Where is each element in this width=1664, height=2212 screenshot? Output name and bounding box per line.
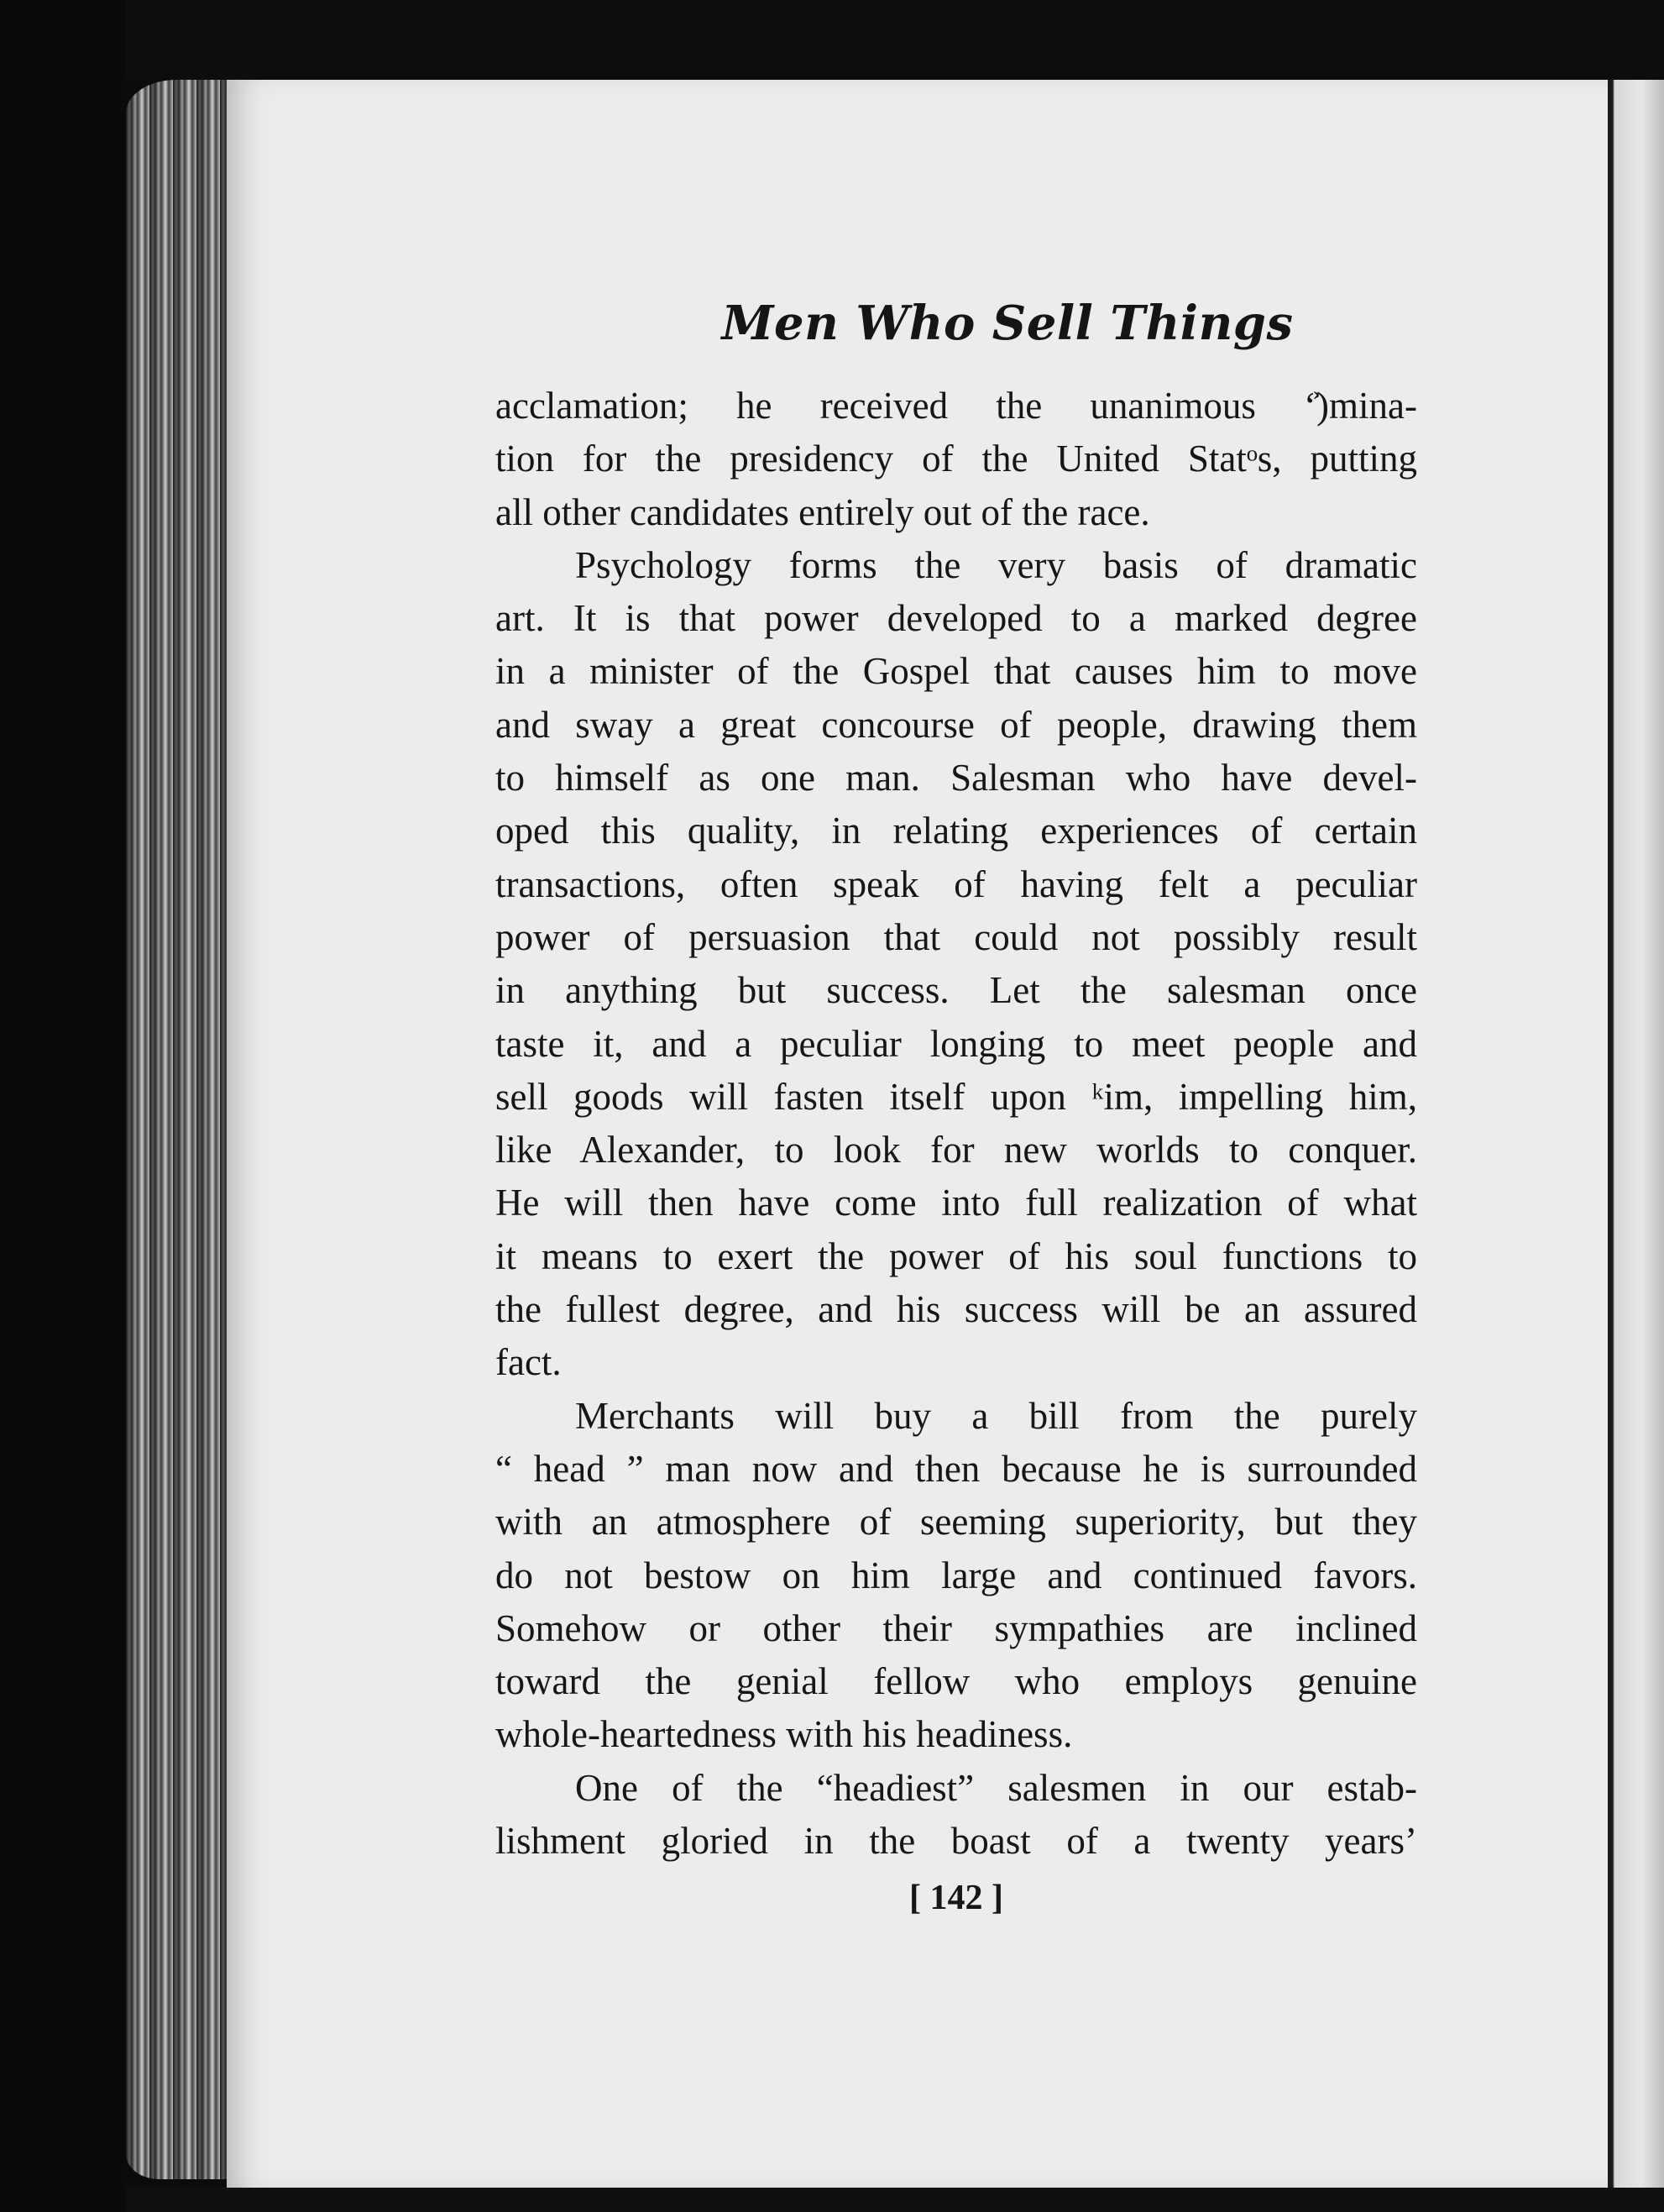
text-line: Somehow or other their sympathies are inclined (495, 1607, 1417, 1649)
text-line: One of the “headiest” salesmen in our estab- (575, 1766, 1417, 1809)
text-line: He will then have come into full realization of what (495, 1182, 1417, 1224)
text-line: all other candidates entirely out of the race. (495, 490, 1150, 533)
text-line: “ head ” man now and then because he is surrounded (495, 1447, 1417, 1490)
text-line: Psychology forms the very basis of dramatic (575, 543, 1417, 586)
text-line: in anything but success. Let the salesman once (495, 969, 1417, 1012)
page-number: [ 142 ] (909, 1879, 1003, 1917)
text-line: acclamation; he received the unanimous ʻ͐)mina- (495, 385, 1417, 427)
text-line: transactions, often speak of having felt a peculiar (495, 862, 1417, 905)
text-line: and sway a great concourse of people, drawing them (495, 703, 1417, 746)
text-line: with an atmosphere of seeming superiority, but they (495, 1501, 1417, 1544)
text-line: taste it, and a peculiar longing to meet people and (495, 1022, 1417, 1065)
body-text (495, 380, 1417, 1868)
text-line: tion for the presidency of the United Statᵒs, putting (495, 438, 1417, 480)
scan-border-bottom (126, 2188, 1664, 2212)
running-head: Men Who Sell Things (721, 296, 1294, 351)
scan-border-left (0, 0, 126, 2212)
text-line: Merchants will buy a bill from the purely (575, 1394, 1417, 1437)
text-line: toward the genial fellow who employs genuine (495, 1660, 1417, 1703)
text-line: sell goods will fasten itself upon ᵏim, impelling him, (495, 1075, 1417, 1118)
text-line: art. It is that power developed to a marked degree (495, 597, 1417, 640)
text-line: like Alexander, to look for new worlds to conquer. (495, 1129, 1417, 1172)
text-line: oped this quality, in relating experiences of certain (495, 810, 1417, 852)
text-line: do not bestow on him large and continued favors. (495, 1554, 1417, 1596)
text-line: power of persuasion that could not possibly result (495, 915, 1417, 958)
text-line: it means to exert the power of his soul functions to (495, 1234, 1417, 1277)
text-line: to himself as one man. Salesman who have devel- (495, 757, 1417, 799)
text-line: lishment gloried in the boast of a twenty years’ (495, 1820, 1417, 1863)
book-page-edges (126, 80, 235, 2179)
facing-page-edge (1608, 80, 1664, 2188)
text-line: whole-heartedness with his headiness. (495, 1713, 1073, 1756)
scan-border-top (126, 0, 1664, 80)
text-line: fact. (495, 1341, 562, 1384)
text-line: in a minister of the Gospel that causes him to move (495, 650, 1417, 693)
text-line: the fullest degree, and his success will be an assured (495, 1288, 1417, 1331)
